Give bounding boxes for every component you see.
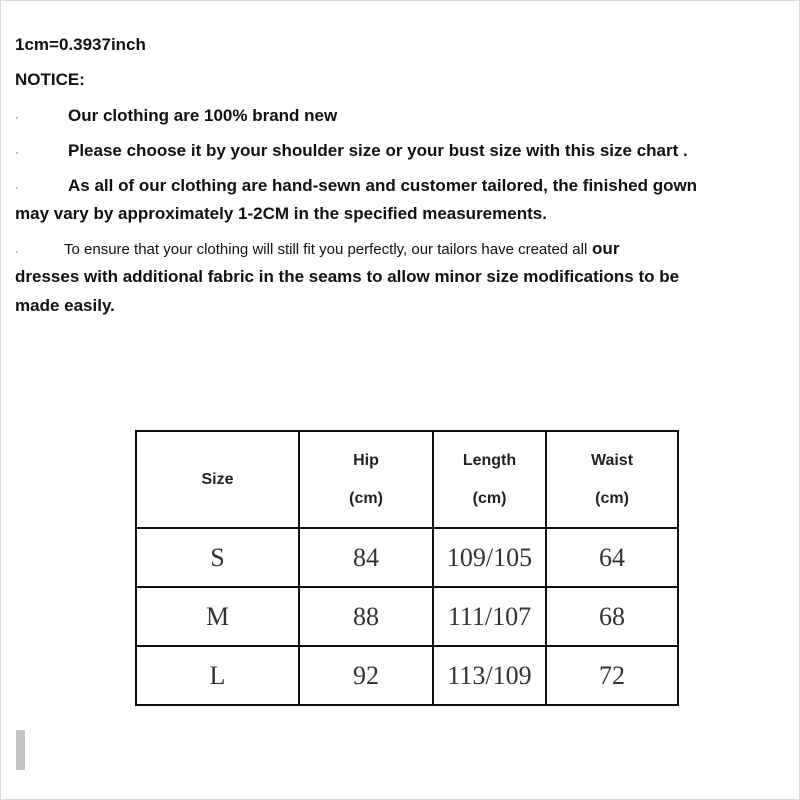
table-row (136, 528, 678, 587)
bullet-4: · (15, 244, 19, 258)
table-header-row (136, 431, 678, 528)
header-hip (299, 431, 433, 528)
bullet-2: · (15, 145, 19, 159)
notice-item-3-line-1: As all of our clothing are hand-sewn and customer tailored, the finished gown (68, 176, 698, 195)
header-waist-unit: (cm) (595, 489, 629, 507)
notice-title: NOTICE: (15, 70, 85, 89)
notice-item-4-line-1 (64, 239, 619, 259)
notice-item-2: Please choose it by your shoulder size or your bust size with this size chart . (68, 141, 688, 160)
notice-item-3-line-2: may vary by approximately 1-2CM in the specified measurements. (15, 204, 547, 223)
notice-item-1: Our clothing are 100% brand new (68, 106, 338, 125)
cell-hip: 88 (299, 587, 433, 646)
notice-item-4-line-3: made easily. (15, 296, 115, 315)
table-row (136, 646, 678, 705)
cell-waist: 64 (546, 528, 678, 587)
header-size (136, 431, 299, 528)
cell-length: 111/107 (433, 587, 546, 646)
header-hip-label: Hip (353, 451, 379, 469)
notice-item-4-line-2: dresses with additional fabric in the seams to allow minor size modifications to be (15, 267, 680, 286)
cell-size: L (136, 646, 299, 705)
header-hip-unit: (cm) (349, 489, 383, 507)
header-length-unit: (cm) (472, 489, 507, 507)
bullet-1: · (15, 110, 19, 124)
cell-length: 109/105 (433, 528, 546, 587)
cell-size: S (136, 528, 299, 587)
cell-length: 113/109 (433, 646, 546, 705)
header-waist (546, 431, 678, 528)
cell-waist: 72 (546, 646, 678, 705)
unit-conversion: 1cm=0.3937inch (15, 35, 146, 54)
header-length (433, 431, 546, 528)
cell-hip: 84 (299, 528, 433, 587)
cell-size: M (136, 587, 299, 646)
notice-item-4-part-1: To ensure that your clothing will still fit you perfectly, our tailors have created all (64, 241, 588, 258)
bullet-3: · (15, 180, 19, 194)
header-size-label: Size (201, 470, 234, 488)
notice-item-4-part-2: our (592, 239, 620, 258)
cell-hip: 92 (299, 646, 433, 705)
table-row (136, 587, 678, 646)
scroll-marker (16, 730, 25, 770)
cell-waist: 68 (546, 587, 678, 646)
header-length-label: Length (462, 451, 517, 469)
size-chart-table (135, 430, 679, 706)
header-waist-label: Waist (590, 451, 634, 469)
